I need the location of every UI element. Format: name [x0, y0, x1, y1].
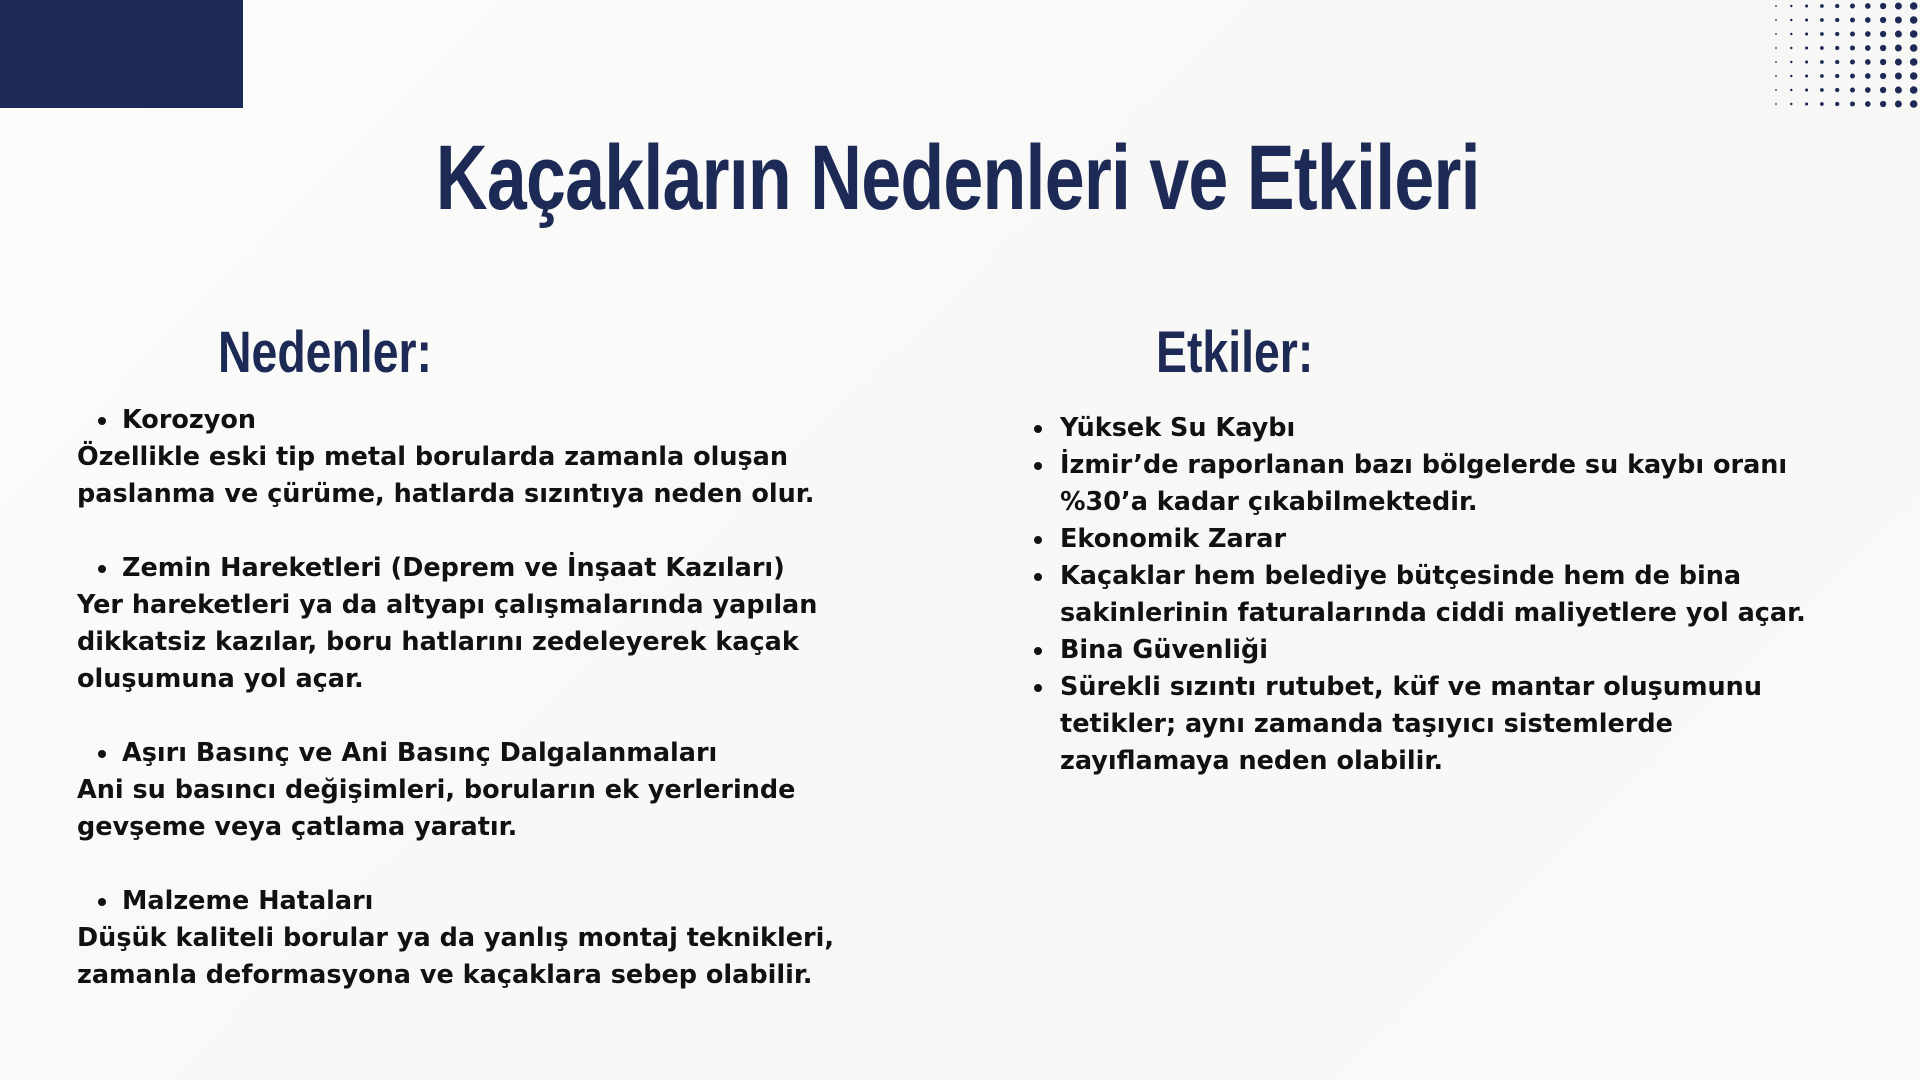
decor-dot	[1805, 88, 1808, 91]
decor-dot	[1850, 88, 1855, 93]
decor-dot	[1775, 61, 1777, 63]
effect-item	[1028, 410, 1858, 447]
decor-dot	[1850, 46, 1855, 51]
effect-text: Bina Güvenliği	[1060, 635, 1269, 665]
decor-dot	[1895, 17, 1902, 24]
decor-dot	[1820, 88, 1824, 92]
decor-dot	[1775, 5, 1777, 7]
decor-dot	[1820, 102, 1824, 106]
decor-dot	[1895, 101, 1902, 108]
bullet-icon	[98, 750, 106, 758]
bullet-icon	[98, 565, 106, 573]
effect-text: Sürekli sızıntı rutubet, küf ve mantar oluşumunu tetikler; aynı zamanda taşıyıcı sistemlerde zayıflamaya neden olabilir.	[1060, 672, 1762, 776]
decor-dot	[1820, 74, 1824, 78]
decor-dot	[1865, 31, 1871, 37]
decor-dot	[1880, 101, 1886, 107]
decor-dot	[1790, 5, 1792, 7]
bullet-icon	[1034, 684, 1042, 692]
decor-dot	[1865, 101, 1871, 107]
decor-dot	[1835, 4, 1839, 8]
effects-list	[1028, 410, 1858, 780]
decor-dot	[1820, 46, 1824, 50]
decor-dot	[1805, 102, 1808, 105]
decor-dot	[1910, 86, 1918, 94]
effect-item	[1028, 521, 1858, 558]
causes-heading: Nedenler:	[218, 320, 433, 385]
corner-accent-block	[0, 0, 243, 108]
decor-dot	[1910, 16, 1918, 24]
decor-dot	[1880, 3, 1886, 9]
decor-dot	[1820, 4, 1824, 8]
cause-title: Aşırı Basınç ve Ani Basınç Dalgalanmaları	[122, 738, 718, 768]
decor-dot	[1865, 17, 1871, 23]
effects-heading: Etkiler:	[1156, 320, 1314, 385]
decor-dot	[1790, 75, 1792, 77]
decor-dot	[1910, 2, 1918, 10]
cause-title: Zemin Hareketleri (Deprem ve İnşaat Kazıları)	[122, 553, 785, 583]
cause-item	[77, 402, 837, 513]
decor-dot	[1850, 32, 1855, 37]
decor-dot	[1850, 60, 1855, 65]
effect-item	[1028, 558, 1858, 632]
cause-description: Ani su basıncı değişimleri, boruların ek yerlerinde gevşeme veya çatlama yaratır.	[77, 775, 796, 842]
decor-dot	[1895, 3, 1902, 10]
cause-description: Düşük kaliteli borular ya da yanlış montaj teknikleri, zamanla deformasyona ve kaçaklara sebep olabilir.	[77, 923, 835, 990]
decor-dot	[1790, 33, 1792, 35]
effect-text: Yüksek Su Kaybı	[1060, 413, 1296, 443]
decor-dot	[1835, 60, 1839, 64]
decor-dot	[1775, 75, 1777, 77]
decor-dot	[1790, 89, 1792, 91]
decor-dot	[1790, 47, 1792, 49]
decor-dot	[1910, 30, 1918, 38]
decor-dot	[1910, 72, 1918, 80]
decor-dot	[1910, 58, 1918, 66]
cause-title: Malzeme Hataları	[122, 886, 374, 916]
decor-dot	[1850, 102, 1855, 107]
bullet-icon	[1034, 462, 1042, 470]
cause-description: Yer hareketleri ya da altyapı çalışmalarında yapılan dikkatsiz kazılar, boru hatlarını zedeleyerek kaçak oluşumuna yol açar.	[77, 590, 818, 694]
decor-dot	[1790, 103, 1792, 105]
decor-dot	[1880, 45, 1886, 51]
decor-dot	[1790, 19, 1792, 21]
cause-item	[77, 883, 837, 994]
decor-dot	[1805, 4, 1808, 7]
decor-dot	[1790, 61, 1792, 63]
bullet-icon	[1034, 425, 1042, 433]
decor-dot	[1850, 18, 1855, 23]
slide-title: Kaçakların Nedenleri ve Etkileri	[435, 127, 1480, 229]
decor-dot	[1820, 18, 1824, 22]
decor-dot	[1835, 74, 1839, 78]
decor-dot	[1775, 47, 1777, 49]
effect-text: Kaçaklar hem belediye bütçesinde hem de bina sakinlerinin faturalarında ciddi maliyetlere yol açar.	[1060, 561, 1806, 628]
bullet-icon	[98, 898, 106, 906]
decor-dot	[1895, 73, 1902, 80]
bullet-icon	[98, 417, 106, 425]
decor-dot	[1880, 31, 1886, 37]
cause-title: Korozyon	[122, 405, 257, 435]
decor-dot	[1865, 3, 1871, 9]
decor-dot	[1805, 46, 1808, 49]
decor-dot	[1835, 88, 1839, 92]
decor-dot	[1895, 45, 1902, 52]
effect-text: Ekonomik Zarar	[1060, 524, 1287, 554]
dot-pattern-decoration	[1772, 2, 1918, 108]
decor-dot	[1910, 44, 1918, 52]
decor-dot	[1895, 31, 1902, 38]
decor-dot	[1775, 103, 1777, 105]
decor-dot	[1805, 74, 1808, 77]
bullet-icon	[1034, 647, 1042, 655]
effect-item	[1028, 447, 1858, 521]
decor-dot	[1865, 73, 1871, 79]
effect-item	[1028, 632, 1858, 669]
causes-list	[77, 402, 837, 1031]
decor-dot	[1775, 89, 1777, 91]
decor-dot	[1835, 46, 1839, 50]
decor-dot	[1820, 32, 1824, 36]
decor-dot	[1895, 87, 1902, 94]
decor-dot	[1850, 4, 1855, 9]
decor-dot	[1880, 87, 1886, 93]
decor-dot	[1775, 33, 1777, 35]
decor-dot	[1835, 18, 1839, 22]
decor-dot	[1805, 60, 1808, 63]
decor-dot	[1865, 59, 1871, 65]
effect-item	[1028, 669, 1858, 780]
cause-description: Özellikle eski tip metal borularda zamanla oluşan paslanma ve çürüme, hatlarda sızıntıya neden olur.	[77, 442, 815, 509]
cause-item	[77, 550, 837, 698]
decor-dot	[1865, 45, 1871, 51]
decor-dot	[1880, 59, 1886, 65]
decor-dot	[1835, 32, 1839, 36]
decor-dot	[1850, 74, 1855, 79]
cause-item	[77, 735, 837, 846]
decor-dot	[1880, 17, 1886, 23]
decor-dot	[1805, 32, 1808, 35]
decor-dot	[1805, 18, 1808, 21]
decor-dot	[1775, 19, 1777, 21]
bullet-icon	[1034, 573, 1042, 581]
decor-dot	[1835, 102, 1839, 106]
decor-dot	[1910, 100, 1918, 108]
effect-text: İzmir’de raporlanan bazı bölgelerde su kaybı oranı %30’a kadar çıkabilmektedir.	[1060, 450, 1788, 517]
decor-dot	[1895, 59, 1902, 66]
decor-dot	[1880, 73, 1886, 79]
bullet-icon	[1034, 536, 1042, 544]
decor-dot	[1865, 87, 1871, 93]
decor-dot	[1820, 60, 1824, 64]
